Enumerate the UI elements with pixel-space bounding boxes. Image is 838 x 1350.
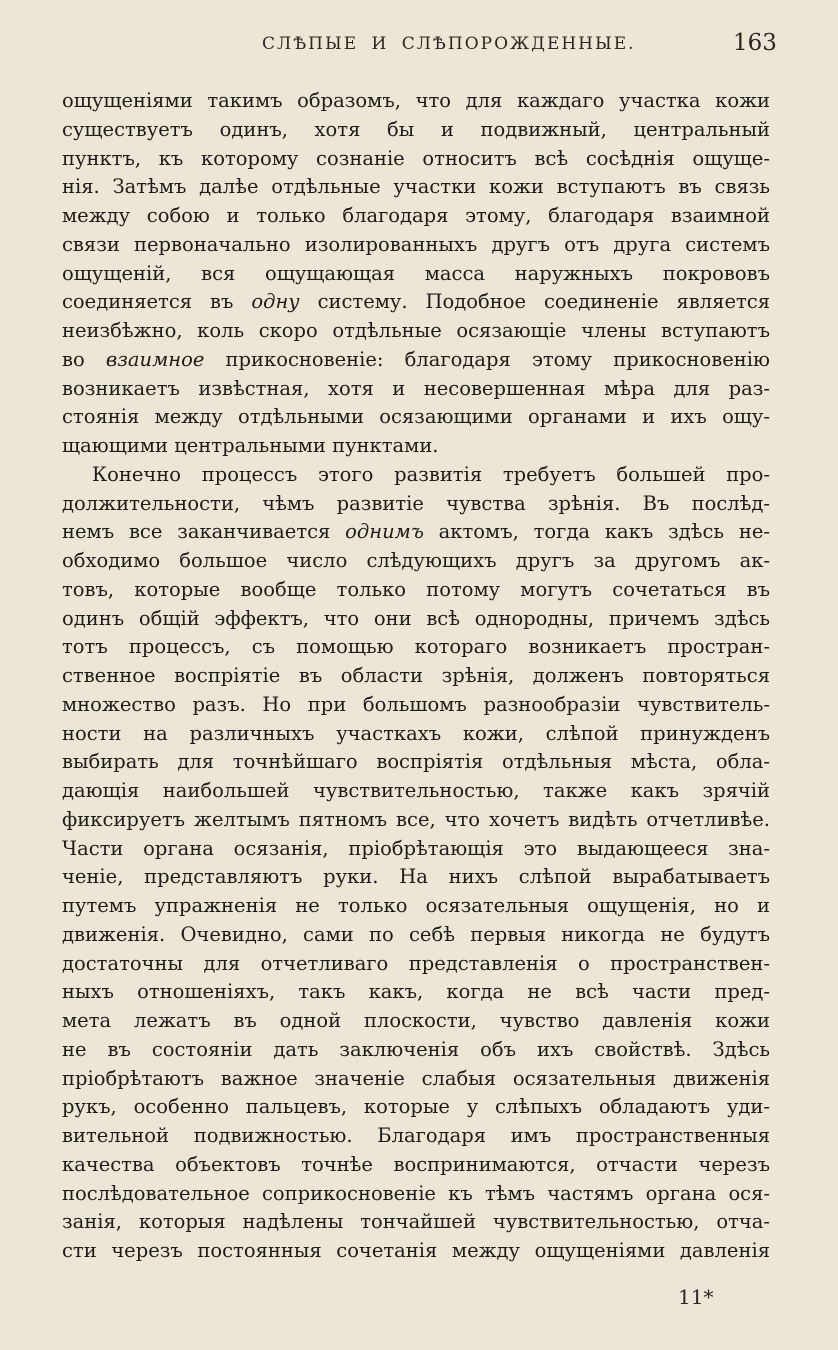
text-segment: актомъ, тогда какъ здѣсь не- [423,520,770,544]
text-line: товъ, которые вообще только потому могутъ сочетаться въ [62,577,770,601]
text-segment: соединяется въ [62,290,252,314]
text-line: сти черезъ постоянныя сочетанія между ощущеніями давленія [62,1239,770,1262]
text-line: стоянія между отдѣльными осязающими органами и ихъ ощу- [62,405,770,429]
page-header [0,30,838,64]
text-line: должительности, чѣмъ развитіе чувства зрѣнія. Въ послѣд- [62,491,770,515]
text-line: Конечно процессъ этого развитія требуетъ большей про- [92,462,770,486]
text-line: занія, которыя надѣлены тончайшей чувствительностью, отча- [62,1210,770,1234]
text-line: тотъ процессъ, съ помощью котораго возникаетъ простран- [62,635,770,659]
text-line: фиксируетъ желтымъ пятномъ все, что хочетъ видѣть отчетливѣе. [62,807,770,831]
text-line: рукъ, особенно пальцевъ, которые у слѣпыхъ обладаютъ уди- [62,1095,770,1119]
text-line: не въ состояніи дать заключенія объ ихъ свойствѣ. Здѣсь [62,1037,770,1061]
running-title: СЛѢПЫЕ И СЛѢПОРОЖДЕННЫЕ. [262,34,636,54]
text-segment: прикосновеніе: благодаря этому прикосновенію [204,347,770,371]
text-line [62,346,770,375]
text-segment: во [62,347,106,371]
text-line: ощущеніями такимъ образомъ, что для каждаго участка кожи [62,89,770,112]
text-line: путемъ упражненія не только осязательныя ощущенія, но и [62,894,770,917]
text-line: достаточны для отчетливаго представленія о пространствен- [62,951,770,975]
page-number: 163 [733,30,777,56]
text-line: обходимо большое число слѣдующихъ другъ за другомъ ак- [62,549,770,572]
text-line: мета лежатъ въ одной плоскости, чувство давленія кожи [62,1009,770,1032]
text-line: неизбѣжно, коль скоро отдѣльные осязающіе члены вступаютъ [62,319,770,342]
emphasized-word: взаимное [105,347,205,371]
text-line: пунктъ, къ которому сознаніе относитъ всѣ сосѣднія ощуще- [62,146,770,170]
text-line: вительной подвижностью. Благодаря имъ пространственныя [62,1124,770,1147]
text-line: ощущеній, вся ощущающая масса наружныхъ покрововъ [62,261,770,285]
text-line: связи первоначально изолированныхъ другъ отъ друга системъ [62,232,770,256]
text-line: выбирать для точнѣйшаго воспріятія отдѣльныя мѣста, обла- [62,750,770,774]
text-line: движенія. Очевидно, сами по себѣ первыя никогда не будутъ [62,922,770,946]
text-line: ности на различныхъ участкахъ кожи, слѣпой принужденъ [62,721,770,745]
text-line: существуетъ одинъ, хотя бы и подвижный, центральный [62,117,770,141]
signature-mark: 11* [678,1285,714,1309]
text-line [62,518,770,547]
text-line: Части органа осязанія, пріобрѣтающія это выдающееся зна- [62,836,770,860]
text-line: одинъ общій эффектъ, что они всѣ однородны, причемъ здѣсь [62,606,770,630]
text-line: возникаетъ извѣстная, хотя и несовершенная мѣра для раз- [62,376,770,400]
text-segment: немъ все заканчивается [62,520,346,544]
text-line: пріобрѣтаютъ важное значеніе слабыя осязательныя движенія [62,1066,770,1090]
emphasized-word: одну [251,290,300,314]
text-segment: систему. Подобное соединеніе является [299,290,770,314]
text-line: ныхъ отношеніяхъ, такъ какъ, когда не всѣ части пред- [62,980,770,1004]
text-line: множество разъ. Но при большомъ разнообразіи чувствитель- [62,692,770,716]
text-line: ственное воспріятіе въ области зрѣнія, долженъ повторяться [62,664,770,687]
body-text [62,87,770,1266]
text-line: щающими центральными пунктами. [62,434,439,457]
text-line [62,288,770,317]
text-line: ченіе, представляютъ руки. На нихъ слѣпой вырабатываетъ [62,865,770,889]
text-line: качества объектовъ точнѣе воспринимаются, отчасти черезъ [62,1152,770,1176]
text-line: дающія наибольшей чувствительностью, также какъ зрячій [62,779,770,802]
text-line: между собою и только благодаря этому, благодаря взаимной [62,204,770,227]
text-line: послѣдовательное соприкосновеніе къ тѣмъ частямъ органа ося- [62,1181,770,1205]
emphasized-word: однимъ [345,520,424,544]
text-line: нія. Затѣмъ далѣе отдѣльные участки кожи вступаютъ въ связь [62,175,770,199]
